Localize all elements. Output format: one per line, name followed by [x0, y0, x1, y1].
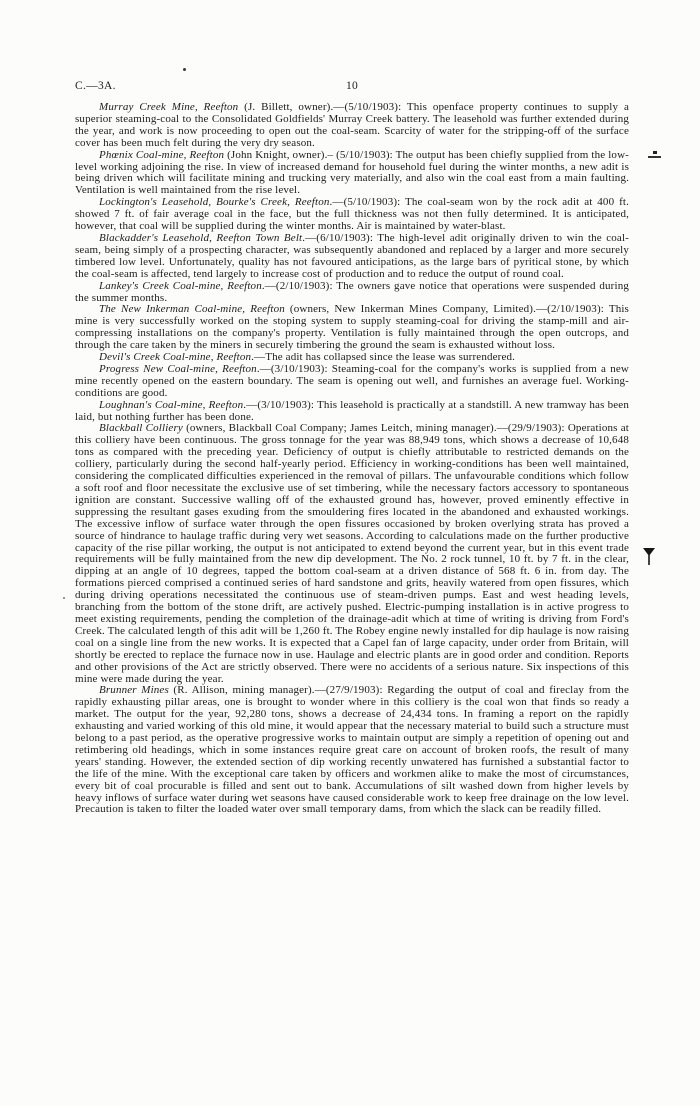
mine-name: Loughnan's Coal-mine, Reefton [99, 398, 244, 411]
mine-name: Progress New Coal-mine, Reefton [99, 362, 257, 375]
paragraph-text: (J. Billett, owner).—(5/10/1903): This openface property continues to supply a superior steaming-coal to the Consolidated Goldfields' Murray Creek battery. The leasehold was further extended during the year, and work is now proceeding to open out the coal-seam. Scarcity of water for the stripping-off of the surface cover has been much felt during the very dry season. [75, 101, 629, 149]
triangle-ink-mark [643, 548, 655, 568]
document-body [75, 102, 629, 816]
paragraph-text: .—(6/10/1903): The high-level adit originally driven to win the coal-seam, being simply of a prospecting character, was subsequently abandoned and replaced by a larger and more securely timbered low level. Unfortunately, quality has not favoured anticipations, as the large bars of pyritical stone, by which the coal-seam is affected, tend largely to increase cost of production and to reduce the output of round coal. [75, 231, 629, 280]
mine-name: Lockington's Leasehold, Bourke's Creek, Reefton [99, 196, 330, 209]
report-paragraph [75, 400, 629, 424]
report-paragraph [75, 281, 629, 305]
paragraph-text: (John Knight, owner).– (5/10/1903): The output has been chiefly supplied from the low-level working adjoining the rise. In view of increased demand for household fuel during the winter months, a new adit is being driven which will facilitate mining and trucking very materially, and also win the coal east from a main faulting. Ventilation is well maintained from the rise level. [75, 148, 629, 197]
report-code: C.—3A. [75, 80, 116, 92]
paragraph-text: (owners, New Inkerman Mines Company, Limited).—(2/10/1903): This mine is very successfully worked on the stoping system to supply steaming-coal for driving the stamp-mill and air-compressing installations on the company's property. Ventilation is fully maintained through the open outcrops, and through the care taken by the miners in securely timbering the ground the seam is exhausted without loss. [75, 303, 629, 352]
ink-dot-mark [183, 68, 186, 71]
mine-name: Blackadder's Leasehold, Reefton Town Belt [99, 231, 303, 244]
paragraph-text: .—(2/10/1903): The owners gave notice that operations were suspended during the summer months. [75, 279, 629, 304]
paragraph-text: .—(5/10/1903): The coal-seam won by the rock adit at 400 ft. showed 7 ft. of fair average coal in the face, but the full thickness was not then fully determined. It is anticipated, however, that coal will be supplied during the winter months. Air is maintained by water-blast. [75, 196, 629, 233]
mine-name: Phœnix Coal-mine, Reefton [99, 148, 225, 161]
mine-name: Blackball Colliery [99, 422, 183, 435]
mine-name: Brunner Mines [99, 684, 169, 697]
report-paragraph [75, 423, 629, 685]
ink-smudge-dot [653, 151, 657, 154]
report-paragraph [75, 304, 629, 352]
ink-smudge-bar [648, 156, 661, 158]
paragraph-text: (R. Allison, mining manager).—(27/9/1903): Regarding the output of coal and fireclay from the rapidly exhausting pillar areas, one is brought to wonder where in this colliery is the coal won that finds so ready a market. The output for the year, 92,280 tons, shows a decrease of 24,434 tons. In framing a report on the rapidly exhausting and varied working of this old mine, it would appear that the necessary material to build such a structure must belong to a past period, as the operative progressive works to maintain output are simply a repetition of opening out and retimbering old headings, which in some instances require great care on account of broken roofs, the result of many years' standing. However, the extended section of dip working recently unwatered has furnished a substantial factor to the life of the mine. With the exceptional care taken by officers and workmen alike to make the most of circumstances, every bit of coal procurable is filled and sent out to bank. Accumulations of silt washed down from higher levels by heavy inflows of surface water during wet seasons have caused considerable work to keep free drainage on the low level. Precaution is taken to filter the loaded water over small temporary dams, from which the slack can be readily filled. [75, 684, 629, 816]
mine-name: Lankey's Creek Coal-mine, Reefton [99, 279, 262, 292]
report-paragraph [75, 685, 629, 816]
faint-ink-dot-mark [63, 597, 65, 599]
paragraph-text: .—(3/10/1903): Steaming-coal for the company's works is supplied from a new mine recently opened on the eastern boundary. The seam is opening out well, and furnishes an average fuel. Working-conditions are good. [75, 362, 629, 399]
triangle-ink-tail [648, 555, 650, 565]
mine-name: The New Inkerman Coal-mine, Reefton [99, 303, 285, 316]
report-paragraph [75, 197, 629, 233]
page-number: 10 [345, 80, 359, 92]
ink-smudge-mark [648, 151, 662, 163]
report-paragraph [75, 233, 629, 281]
report-paragraph [75, 102, 629, 150]
mine-name: Murray Creek Mine, Reefton [99, 101, 239, 113]
paragraph-text: .—(3/10/1903): This leasehold is practically at a standstill. A new tramway has been laid, but nothing further has been done. [75, 398, 629, 423]
paragraph-text: .—The adit has collapsed since the lease was surrendered. [251, 351, 516, 364]
report-paragraph [75, 364, 629, 400]
mine-name: Devil's Creek Coal-mine, Reefton [99, 351, 252, 364]
paragraph-text: (owners, Blackball Coal Company; James Leitch, mining manager).—(29/9/1903): Operations at this colliery have been continuous. The gross tonnage for the year was 88,949 tons, which shows a decrease of 10,648 tons as compared with the preceding year. Deficiency of output is chiefly attributable to restricted demands on the colliery, particularly during the second half-yearly period. Efficiency in working-conditions has been well maintained, considering the complicated difficulties experienced in the removal of pillars. The unfavourable conditions which follow a soft roof and floor necessitate the exclusive use of set timbering, while the necessary factors accessory to spontaneous ignition are constant. Successive walling off of the exhausted ground has, however, proved eminently effective in suppressing the resultant gases exuding from the smouldering fires located in the abandoned and exhausted workings. The excessive inflow of surface water through the open fissures occasioned by broken overlying strata has proved a source of hindrance to haulage traffic during very wet seasons. According to calculations made on the further productive capacity of the rise pillar working, the output is not anticipated to extend beyond the current year, but in this event trade requirements will be fully maintained from the new dip development. The No. 2 rock tunnel, 10 ft. by 7 ft. in the clear, dipping at an angle of 10 degrees, tapped the bottom coal-seam at a driven distance of 568 ft. 6 in. from day. The formations pierced comprised a continued series of hard sandstone and grits, heavily watered from open fissures, which during driving operations necessitated the continuous use of steam-driven pumps. East and west heading levels, branching from the bottom of the stone drift, are actively pushed. Electric-pumping installation is in active progress to meet existing requirements, pending the completion of the drainage-adit which at time of writing is driving from Ford's Creek. The calculated length of this adit will be 1,260 ft. The Robey engine newly installed for dip haulage is now raising coal on a single line from the new works. It is expected that a Capel fan of large capacity, under order from Britain, will shortly be erected to replace the furnace now in use. Haulage and electric plants are in good order and condition. Reports and other provisions of the Act are strictly observed. There were no accidents of a serious nature. Six inspections of this mine were made during the year. [75, 422, 630, 685]
report-paragraph [75, 150, 629, 198]
